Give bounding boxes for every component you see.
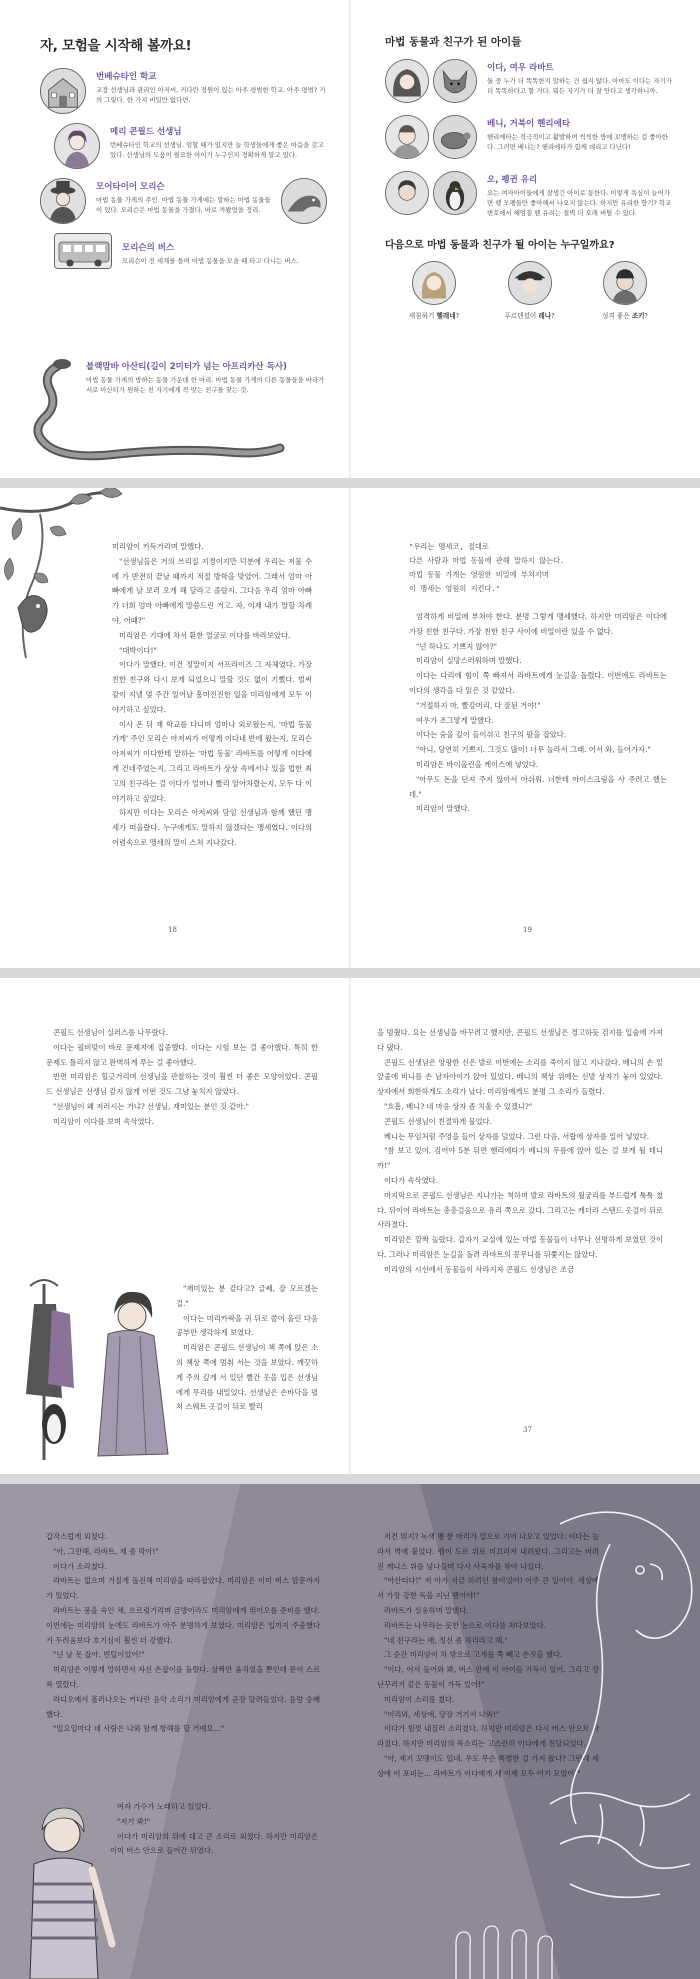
kid-desc: 헨리에타는 적극적이고 활발하며 씩씩한 방에 꼬맹하는 걸 좋아한다. 그러면 베니는? 헨리에타가 함께 데리고 다닌다! — [487, 133, 668, 151]
kids-heading: 마법 동물과 친구가 된 아이들 — [385, 36, 522, 48]
next-kid-caption-pre: 성격 좋은 — [602, 312, 632, 320]
place-entry-teacher — [40, 123, 327, 169]
paragraph: 미리암의 시선에서 동물들이 사라지자 콘필드 선생님은 조금 — [384, 1264, 575, 1274]
ida-portrait — [385, 59, 429, 103]
paragraph: 이다는 숨을 깊이 들이쉬고 친구의 팔을 잡았다. — [416, 730, 567, 740]
paragraph: 이다는 다리에 힘이 쭉 빠져서 라바트에게 눈길을 돌렸다. 이번에도 라바트는 이다의 생각을 다 읽은 것 같았다. — [409, 671, 667, 695]
paragraph: 미리암은 콘필드 선생님이 책 쪽에 앉은 소의 책상 쪽에 멈춰 서는 것을 보았다. 깨끗하게 주의 깊게 서 있던 빨간 옷을 입은 선생님에게 무리를 내밀었다. 선생님은 손바닥을 펼쳐 스웨트 옷걸이 뒤로 빨리 — [176, 1343, 318, 1412]
place-entry-morrison — [40, 178, 327, 224]
page-38 — [0, 1484, 349, 1979]
turtle-portrait — [433, 115, 477, 159]
next-kid-caption-pre: 푸르덴셜이 — [504, 312, 539, 320]
bus-illustration — [54, 233, 112, 269]
paragraph: 미리암이 실망스러워하며 말했다. — [416, 656, 522, 666]
school-illustration — [40, 68, 86, 114]
paragraph: "거절하지 마, 빨강머리, 다 잘된 거야!" — [416, 700, 541, 710]
place-desc: 번베슈타인 학교의 선생님. 엄할 때가 있지만 늘 학생들에게 좋은 마음을 갖고 있다. 선생님의 도움이 필요한 아이가 누구인지 정확하게 알고 있다. — [110, 141, 324, 159]
paragraph: 라바트는 풍을 숙인 채, 으르렁거리며 금방이라도 미리암에게 뛰어오를 준비를 했다. 이번에는 미리암의 눈에도 라바트가 아주 분명하게 보였다. 미리암은 입까지 주춤했다가 두려움보다 호기심이 훨씬 더 강했다. — [46, 1605, 320, 1645]
next-kid-question: 다음으로 마법 동물과 친구가 될 아이는 누구일까요? — [385, 240, 615, 251]
magic-animal-portrait — [281, 178, 327, 224]
paragraph: 미리암은 이렇게 말하면서 자신 손잡이를 돌렸다. 살짝만 움직였을 뿐인데 문이 스르륵 열렸다. — [46, 1665, 320, 1689]
page-18-text — [112, 540, 312, 851]
next-kid-name: 헬레네 — [436, 312, 456, 320]
page-36-wrap-text — [176, 1282, 318, 1415]
kid-title: 베니, 거북이 헨리에타 — [487, 119, 571, 129]
intro-left-heading: 자, 모험을 시작해 볼까요! — [40, 38, 192, 54]
story-spread-18-19 — [0, 488, 700, 968]
girl-illustration — [8, 1794, 120, 1979]
lena-portrait — [508, 261, 552, 305]
place-desc: 모리슨이 전 세계를 돌며 마법 동물을 모을 때 타고 다니는 버스. — [122, 257, 299, 265]
paragraph: 을 멈췄다. 요는 선생님을 바꾸려고 했지만, 콘필드 선생님은 경고하듯 검지를 입술에 가져다 댔다. — [377, 1028, 663, 1052]
page-36-text — [46, 1026, 318, 1130]
paragraph: "아, 그만해, 라바트, 재 좀 막아!" — [53, 1546, 159, 1556]
kid-entry-jo — [385, 171, 674, 218]
place-entry-bus — [40, 233, 327, 269]
fox-portrait — [433, 59, 477, 103]
meerkats-line-illustration — [440, 1904, 560, 1979]
page-37 — [351, 978, 700, 1474]
paragraph: "재미있는 분 같다고? 글쎄, 잘 모르겠는걸." — [176, 1284, 318, 1308]
kid-desc: 둘 중 누가 더 똑똑한지 말하는 건 쉽지 않다. 아마도 이다는 자기가 더 똑똑하다고 할 거다. 뭐든 자기가 더 잘 안다고 생각하니까. — [487, 77, 672, 95]
place-desc: 마법 동물 가게의 주인. 마법 동물 가게에는 말하는 마법 동물들이 있다. 모리슨은 마법 동물을 가졌다, 바로 까봤었을 정리. — [96, 196, 271, 214]
paragraph: "참 보고 있어. 검어야 5분 뒤면 헨리에타가 베니의 무릎에 앉아 있는 걸 보게 될 테니까!" — [377, 1146, 663, 1171]
elephant-head-outline — [560, 1512, 692, 1638]
page-18 — [0, 488, 349, 968]
paragraph: 베니는 무임처럼 주영을 들어 상자를 덮었다. 그런 다음, 서랍에 상자를 밀어 넣었다. — [384, 1131, 650, 1141]
paragraph: "저기 봐!" — [117, 1816, 151, 1826]
helene-portrait — [412, 261, 456, 305]
paragraph: "아산티다!" 저 아가 지금 하려던 참이었어! 아주 큰 일이야. 세상에서 가장 강한 독을 지닌 뱀이야!" — [377, 1576, 599, 1601]
paragraph: 이사 온 뒤 재 학교를 다니며 엄마나 외로웠는지, '마법 동물 가게' 주인 모리슨 아저씨가 어떻게 이다네 반에 왔는지, 모리슨 아저씨가 이다한테 말하는 '마법 동물' 라바트를 어떻게 이다에게 건네주었는지, 그리고 라바트가 상상 속에서나 있을 법한 최고의 친구라는 걸 이다가 얼마나 빨리 알아차렸는지, 모두 다 이야기하고 싶었다. — [112, 719, 312, 803]
teacher-portrait — [54, 123, 100, 169]
paragraph: 미리암이 이다를 보며 속삭였다. — [53, 1116, 154, 1126]
next-kid-caption-post: ? — [551, 312, 555, 320]
oath-text: "우리는 맹세코, 절대로 다른 사람과 마법 동물에 관해 말하지 않는다. 마법 동물 가게는 영원한 비밀에 부쳐지며 이 맹세는 영원히 지킨다." — [409, 542, 565, 593]
paragraph: "일요일마다 네 사람은 나와 함께 항해를 할 거예요…" — [53, 1724, 225, 1734]
intro-right-page — [351, 0, 700, 478]
paragraph: "아니, 당연히 기쁘지. 그것도 많이! 너무 놀라서 그래. 어서 와, 들어가자." — [416, 745, 651, 755]
paragraph: "이리와, 세상에, 당장 거기서 나와!" — [384, 1709, 500, 1719]
paragraph: 라바트는 나무라는 듯한 눈으로 이다를 쳐다보았다. — [384, 1620, 546, 1630]
paragraph: "아, 제기 꼬맹이도 있네. 우도 무슨 특별한 걸 가져 왔나? 그런데 세상에 이 포피는… 라바트가 이다에게 세 이제 모두 여기 모였어!" — [377, 1753, 599, 1778]
next-kid-caption-post: ? — [644, 312, 648, 320]
paragraph: 이다가 미리암의 뒤에 대고 큰 소리로 외쳤다. 하지만 미리암은 이미 버스 안으로 들어간 뒤였다. — [110, 1831, 318, 1856]
paragraph: "대박이다!" — [119, 645, 157, 655]
place-title: 번베슈타인 학교 — [96, 72, 157, 82]
kid-desc: 요는 여자아이들에게 잘생긴 아이로 통한다. 이렇게 욕심이 늘어가면 펭 모펭들만 좋아해서 나오지 않는다. 하지만 유리한 향기? 학교 변호에서 혜엄칠 땐 유리는 절벽 더 오래 버틸 수 있다. — [487, 189, 672, 217]
kid-title: 이다, 여우 라바트 — [487, 63, 554, 73]
kid-title: 오, 펭귄 유리 — [487, 175, 538, 185]
morrison-portrait — [40, 178, 86, 224]
next-kid-name: 레나 — [538, 312, 552, 320]
paragraph: "선생님들은 거의 쓰리질 지경이지만 덕분에 우리는 저물 수에 가 반전히 끝날 때까지 적절 방학을 맞았어. 그래서 엄마 아빠에게 날 보러 오게 해 달라고 졸랐지. 그다음 우리 엄마 아빠가 너희 엄마 아빠에게 말씀드린 거고. 자, 이제 내가 말할 차례야, 어때?" — [112, 556, 312, 625]
paragraph: 여자 가수가 노래하고 있었다. — [117, 1802, 211, 1811]
place-title: 모리슨의 버스 — [122, 243, 175, 253]
page-38-text — [46, 1530, 320, 1737]
jockey-portrait — [603, 261, 647, 305]
page-number: 37 — [523, 1426, 532, 1434]
paragraph: 저건 뭐지? 녹색 뱀 한 마리가 열으로 기어 나오고 있었다. 이다는 놀라서 벽에 붙었다. 뱀이 도로 위로 미끄러져 내려왔다. 그리고는 버려진 캐니스 위를 넘나들며 다시 사육자를 찾아 나섰다. — [377, 1532, 600, 1571]
page-number: 18 — [168, 926, 177, 934]
paragraph: 미리암이 소리를 쳤다. — [384, 1694, 455, 1704]
paragraph: 이다는 머리카락을 귀 뒤로 쓸어 올린 다음 공부만 생각하게 보였다. — [176, 1313, 318, 1338]
paragraph: 하지만 이다는 모리슨 아저씨와 담임 선생님과 함께 했던 맹세가 떠올랐다. 누구에게도 말하지 않겠다는 맹세였다. 이다의 어렴속으로 맹세의 말이 스쳐 지나갔다. — [112, 808, 312, 847]
benny-portrait — [385, 115, 429, 159]
mamba-entry — [86, 360, 326, 395]
next-kid-jockey — [580, 261, 670, 320]
kid-entry-ida — [385, 59, 674, 103]
next-kid-caption-pre: 새침하기 — [408, 312, 437, 320]
page-number: 19 — [523, 926, 532, 934]
tiger-outline — [560, 1836, 690, 1868]
jo-portrait — [385, 171, 429, 215]
next-kids-row — [385, 261, 674, 320]
paragraph: 마지막으로 콘필드 선생님은 지나가는 척하며 발로 라바트의 월궁리를 부드럽게 툭툭 쳤다. 뒤이어 라바트는 총총걸음으로 유리 쪽으로 갔다. 그리고는 캐더라 스탠드 옷걸이 뒤로 사라졌다. — [377, 1190, 663, 1230]
next-kid-lena — [485, 261, 575, 320]
page-37-text — [377, 1026, 663, 1278]
intro-spread — [0, 0, 700, 478]
place-title: 메리 콘필드 선생님 — [110, 127, 182, 137]
next-kid-caption-post: ? — [455, 312, 460, 320]
paragraph: 이다가 말했다. 이건 정말이지 서프라이즈 그 자체였다. 가장 친한 친구와 다시 보게 되었으니 말할 것도 없이 기뻤다. 벌써 같이 지낼 몇 주간 일어날 흥미진진한 일을 미리암에게 모두 이야기하고 싶었다. — [112, 660, 312, 714]
paragraph: 미리암은 바이올린을 케이스에 넣었다. — [416, 759, 539, 769]
page-38-wrap-text — [110, 1800, 318, 1859]
paragraph: 이다가 힘껏 내질러 소리쳤다. 하지만 미리암은 다시 버스 안으로 사라졌다. 하지만 미리암의 목소리는 고스란히 이다에게 전달되었다. — [377, 1724, 599, 1749]
paragraph: "선생님이 왜 저러시는 거냐? 선생님, 재미있는 분인 것 같아." — [53, 1101, 249, 1111]
place-title: 모어타이어 모리슨 — [96, 182, 165, 192]
paragraph: "아무도 돈을 던져 주지 않아서 아쉬워. 너한테 아이스크림을 사 주려고 했는데." — [409, 774, 667, 799]
paragraph: 미리암은 깜짝 놀랐다. 갑자기 교실에 있는 마법 동물들이 너무나 선명하게 보였던 것이다. 그러나 미리암은 눈길을 돌려 라바트의 꽁무니를 뒤쫓지는 않았다. — [377, 1235, 663, 1259]
paragraph: 그 순간 미리암이 차 밖으로 고개를 쭉 빼고 손짓을 했다. — [384, 1650, 563, 1660]
place-entry-school — [40, 68, 327, 114]
paragraph: 미리암이 말했다. — [416, 804, 470, 814]
story-spread-36-37 — [0, 978, 700, 1474]
paragraph: 콘필드 선생님이 실러스를 나무랐다. — [53, 1028, 169, 1037]
next-kid-name: 조키 — [631, 312, 645, 320]
paragraph: 갑작스럽게 외쳤다. — [46, 1532, 108, 1541]
paragraph: 여우가 조그맣게 말했다. — [416, 715, 494, 725]
place-desc: 교장 선생님과 관리인 아저씨, 커다란 정원이 있는 아주 평범한 학교. 아주 평범? 거의 그렇다. 한 가지 비밀만 없다면. — [96, 86, 326, 104]
paragraph: 엄격하게 비밀에 부쳐야 한다. 분명 그렇게 맹세했다. 하지만 미리암은 이다에 가장 친한 친구다. 가장 친한 친구 사이에 비밀이란 있을 수 없다. — [409, 612, 667, 636]
paragraph: 이다가 소리쳤다. — [53, 1561, 107, 1571]
paragraph: "넌 하나도 기쁘지 않아?" — [416, 641, 498, 651]
paragraph: 라바트는 없으며 거칠게 돌진해 미리암을 따라잡았다. 미리암은 이미 버스 앞문까지 가 있었다. — [46, 1576, 320, 1601]
paragraph: 콘필드 선생님은 앙팡한 신은 발로 이번에는 소리를 죽이지 않고 지나갔다. 베니의 손 밑 앞줄에 비니를 손 남자아이가 앉아 있었다. 베니의 책상 위에는 신발 상자가 놓여 있었다. 상자에서 희한하게도 소리가 났다. 미리암에게도 분명 그 소리가 들렸다. — [377, 1057, 663, 1097]
paragraph: "넌 날 못 잡아. 빈털이었어!" — [53, 1650, 145, 1660]
penguin-portrait — [433, 171, 477, 215]
paragraph: "네 친구라는 애, 정신 좀 차리라고 해." — [384, 1635, 508, 1645]
place-desc: 마법 동물 가게의 방하는 동물 가운데 한 마리. 마법 동물 가게의 다른 동물들을 바라가서로 아산티가 원하는 친 자기에게 꼭 맞는 친구를 찾는 것. — [86, 376, 325, 394]
paragraph: 콘필드 선생님이 친절하게 물었다. — [384, 1116, 492, 1126]
story-spread-dark — [0, 1484, 700, 1979]
place-title: 블랙맘바 아산티(길이 2미터가 넘는 아프리카산 독사) — [86, 362, 287, 372]
girl-coat-rack-illustration — [22, 1274, 184, 1466]
page-36 — [0, 978, 349, 1474]
paragraph: 라바트가 실웅하며 말했다. — [384, 1605, 469, 1615]
paragraph: 반면 미리암은 힐긋거리며 선생님을 관찰하는 것이 훨씬 더 좋은 모양이었다. 콘필드 선생님은 선생님 같지 않게 어떤 것도 그냥 놓치지 않았다. — [46, 1072, 318, 1097]
magic-animals-line-illustration — [540, 1504, 700, 1964]
paragraph: 미리암은 기대에 차서 환한 얼굴로 이다를 바라보았다. — [119, 630, 291, 640]
paragraph: 이다는 필비맞이 바로 문제지에 집중했다. 이다는 시험 보는 걸 좋아했다. 특히 한 문제도 틀리지 않고 완벽하게 푸는 걸 좋아했다. — [46, 1042, 318, 1067]
page-19-text — [409, 540, 667, 817]
page-19 — [351, 488, 700, 968]
next-kid-helene — [389, 261, 479, 320]
paragraph: 미리암이 키득거리며 말했다. — [112, 542, 204, 551]
paragraph: 이다가 속삭였다. — [384, 1175, 438, 1185]
paragraph: "흐흠, 베니? 네 마음 상자 좀 치울 수 있겠니?" — [384, 1101, 533, 1111]
paragraph: "이다, 어서 들어와 봐, 버스 안에 이 아이들 가득이 있어. 그리고 장난꾸러기 같은 동물이 가득 있어!" — [377, 1665, 599, 1689]
kid-entry-benny — [385, 115, 674, 159]
paragraph: 라디오에서 흘러나오는 커다란 음악 소리가 미리암에게 곧장 달려들었다. 음량 숭배했다. — [46, 1694, 320, 1719]
